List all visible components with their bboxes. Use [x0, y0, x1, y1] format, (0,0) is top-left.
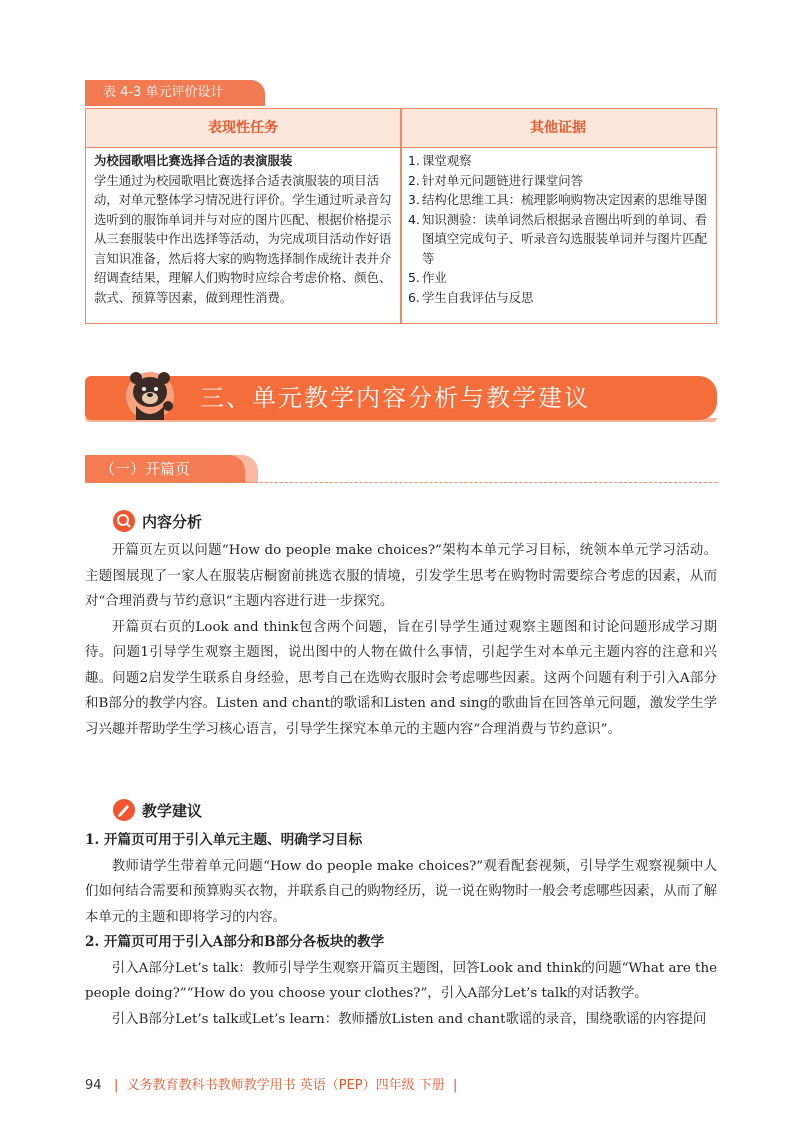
page-number: 94	[85, 1078, 102, 1093]
content-analysis-paragraph-1: 开篇页左页以问题“How do people make choices?”架构本单元学习目标，统领本单元学习活动。主题图展现了一家人在服装店橱窗前挑选衣服的情境，引发学生思考在购物时需要综合考虑的因素，从而对“合理消费与节约意识”主题内容进行进一步探究。	[85, 543, 717, 609]
evidence-item	[408, 171, 708, 191]
evidence-text: 知识测验：读单词然后根据录音圈出听到的单词、看图填空完成句子、听录音勾选服装单词并与图片匹配等	[422, 211, 707, 266]
content-analysis-paragraph-2: 开篇页右页的Look and think包含两个问题，旨在引导学生通过观察主题图和讨论问题形成学习期待。问题1引导学生观察主题图，说出图中的人物在做什么事情，引起学生对本单元主题内容的注意和兴趣。问题2启发学生联系自身经验，思考自己在选购衣服时会考虑哪些因素。这两个问题有利于引入A部分和B部分的教学内容。Listen and chant的歌谣和Listen and sing的歌曲旨在回答单元问题，激发学生学习兴趣并帮助学生学习核心语言，引导学生探究本单元的主题内容“合理消费与节约意识”。	[85, 619, 717, 737]
evidence-text: 针对单元问题链进行课堂问答	[422, 172, 584, 188]
teaching-advice-heading: 教学建议	[142, 802, 203, 820]
advice-paragraph-3: 引入B部分Let’s talk或Let’s learn：教师播放Listen and chant歌谣的录音，围绕歌谣的内容提问	[111, 1011, 707, 1027]
table-caption: 表 4-3 单元评价设计	[85, 80, 265, 106]
evaluation-table	[85, 108, 717, 324]
advice-paragraph-2: 引入A部分Let’s talk：教师引导学生观察开篇页主题图，回答Look and think的问题“What are the people doing?”“How do you choose your clothes?”，引入A部分Let’s talk的对话教学。	[85, 960, 717, 1001]
evidence-number: 5.	[408, 270, 420, 285]
task-description: 学生通过为校园歌唱比赛选择合适表演服装的项目活动，对单元整体学习情况进行评价。学生通过听录音勾选听到的服饰单词并与对应的图片匹配、根据价格提示从三套服装中作出选择等活动，为完成项目活动作好语言知识准备，然后将大家的购物选择制作成统计表并介绍调查结果，理解人们购物时应综合考虑价格、颜色、款式、预算等因素，做到理性消费。	[94, 172, 392, 305]
content-analysis-heading: 内容分析	[142, 513, 203, 531]
performance-task-cell	[94, 151, 394, 307]
task-title: 为校园歌唱比赛选择合适的表演服装	[94, 153, 293, 168]
evidence-item	[408, 288, 708, 308]
evidence-number: 4.	[408, 211, 420, 227]
evidence-text: 学生自我评估与反思	[422, 289, 534, 305]
section-title: 三、单元教学内容分析与教学建议	[200, 384, 590, 412]
subsection-title: （一）开篇页	[100, 460, 191, 478]
evidence-text: 课堂观察	[422, 153, 472, 168]
advice-heading-2: 2. 开篇页可用于引入A部分和B部分各板块的教学	[85, 934, 385, 950]
advice-heading-1: 1. 开篇页可用于引入单元主题、明确学习目标	[85, 832, 363, 848]
evidence-text: 结构化思维工具：梳理影响购物决定因素的思维导图	[422, 192, 707, 207]
page-footer	[85, 1074, 457, 1093]
evidence-item	[408, 210, 708, 269]
evidence-number: 3.	[408, 192, 420, 207]
teaching-advice-text	[85, 828, 717, 1032]
evidence-item	[408, 190, 708, 210]
evidence-number: 1.	[408, 153, 420, 168]
evidence-number: 6.	[408, 289, 420, 305]
other-evidence-cell	[408, 151, 708, 307]
book-title: 义务教育教科书教师教学用书 英语（PEP）四年级 下册	[126, 1078, 445, 1093]
evidence-number: 2.	[408, 172, 420, 188]
evidence-item	[408, 151, 708, 171]
header-performance-task: 表现性任务	[208, 120, 278, 136]
footer-separator: |	[105, 1078, 123, 1093]
content-analysis-text	[85, 538, 717, 742]
column-divider	[400, 109, 402, 323]
subsection-dashed-rule	[85, 482, 717, 483]
magnifier-icon	[113, 510, 135, 532]
pencil-icon	[113, 799, 135, 821]
footer-separator-end: |	[448, 1078, 458, 1093]
evidence-item	[408, 268, 708, 288]
advice-paragraph-1: 教师请学生带着单元问题“How do people make choices?”观看配套视频，引导学生观察视频中人们如何结合需要和预算购买衣物，并联系自己的购物经历，说一说在购物时一般会考虑哪些因素，从而了解本单元的主题和即将学习的内容。	[85, 858, 717, 925]
evidence-text: 作业	[422, 270, 447, 285]
bear-mascot-icon	[118, 362, 182, 426]
header-other-evidence: 其他证据	[530, 120, 586, 136]
